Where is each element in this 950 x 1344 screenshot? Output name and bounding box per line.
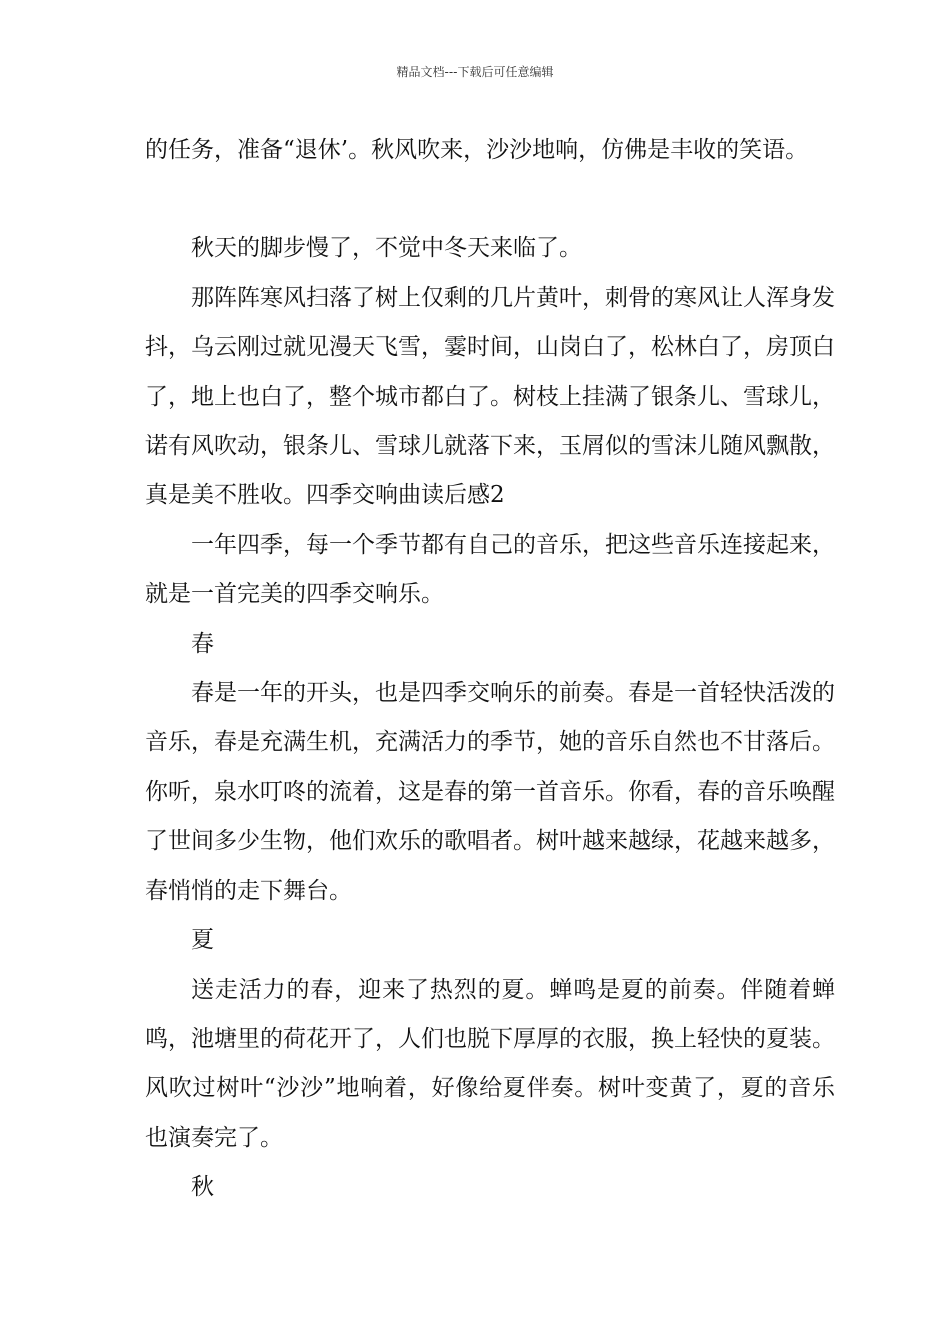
section-heading-spring: 春	[191, 630, 214, 657]
page-header: 精品文档---下载后可任意编辑	[396, 65, 554, 79]
paragraph: 一年四季，每一个季节都有自己的音乐，把这些音乐连接起来，就是一首完美的四季交响乐。	[145, 531, 835, 608]
paragraph-continuation: 的任务，准备“退休’。秋风吹来，沙沙地响，仿佛是丰收的笑语。	[145, 137, 809, 163]
document-body	[145, 126, 835, 1213]
section-heading-summer: 夏	[191, 927, 214, 954]
section-heading-autumn: 秋	[191, 1174, 214, 1201]
paragraph-spacer	[145, 175, 835, 224]
paragraph: 送走活力的春，迎来了热烈的夏。蝉鸣是夏的前奏。伴随着蝉鸣，池塘里的荷花开了，人们也脱下厚厚的衣服，换上轻快的夏装。风吹过树叶“沙沙”地响着，好像给夏伴奏。树叶变黄了，夏的音乐也演奏完了。	[145, 976, 835, 1151]
paragraph: 秋天的脚步慢了，不觉中冬天来临了。	[191, 235, 582, 262]
paragraph: 春是一年的开头，也是四季交响乐的前奏。春是一首轻快活泼的音乐，春是充满生机，充满活力的季节，她的音乐自然也不甘落后。你听，泉水叮咚的流着，这是春的第一首音乐。你看，春的音乐唤醒了世间多少生物，他们欢乐的歌唱者。树叶越来越绿，花越来越多，春悄悄的走下舞台。	[145, 680, 835, 904]
paragraph: 那阵阵寒风扫落了树上仅剩的几片黄叶，刺骨的寒风让人浑身发抖，乌云刚过就见漫天飞雪，霎时间，山岗白了，松林白了，房顶白了，地上也白了，整个城市都白了。树枝上挂满了银条儿、雪球儿，诺有风吹动，银条儿、雪球儿就落下来，玉屑似的雪沫儿随风飘散，真是美不胜收。四季交响曲读后感2	[145, 284, 835, 509]
